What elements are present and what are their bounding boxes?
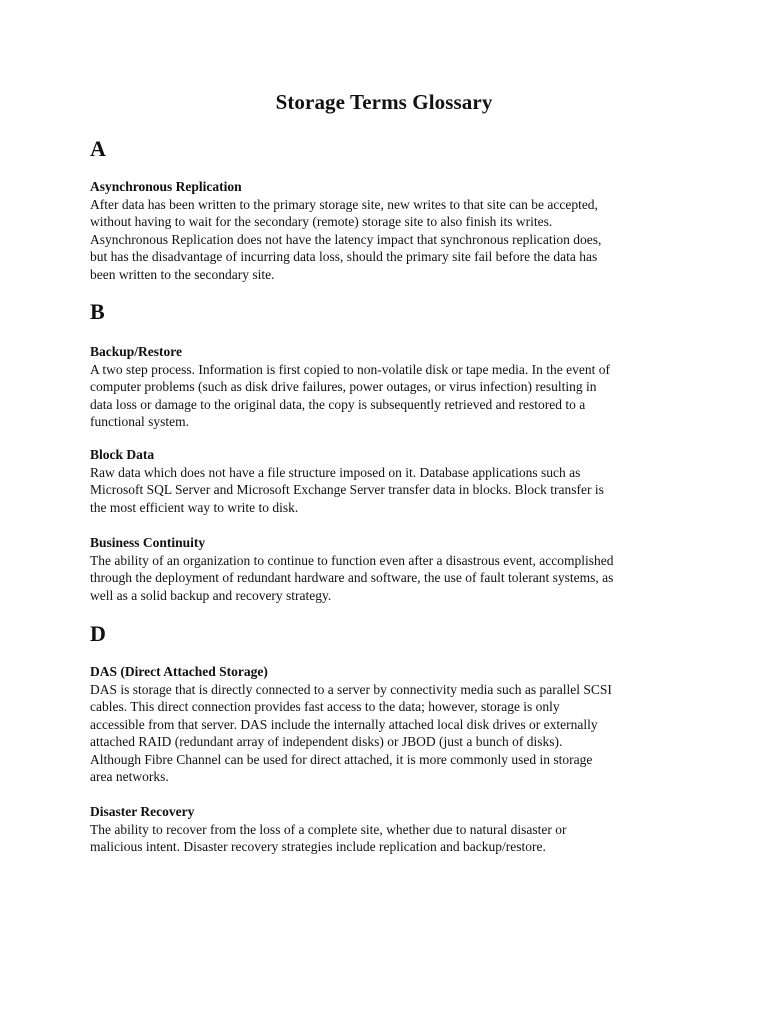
section-letter-d: D	[90, 621, 106, 646]
term-heading: DAS (Direct Attached Storage)	[90, 664, 268, 679]
glossary-entry-disaster-recovery	[90, 803, 685, 856]
section-letter-a: A	[90, 136, 106, 161]
glossary-entry-business-continuity	[90, 534, 685, 604]
definition-line: data loss or damage to the original data, the copy is subsequently retrieved and restored to a	[90, 396, 586, 412]
definition-line: A two step process. Information is first copied to non-volatile disk or tape media. In the event of	[90, 361, 611, 377]
term-definition	[90, 464, 685, 517]
definition-line: through the deployment of redundant hardware and software, the use of fault tolerant systems, as	[90, 570, 614, 585]
term-definition	[90, 681, 685, 786]
term-definition	[90, 196, 685, 284]
term-definition	[90, 361, 685, 431]
definition-line: cables. This direct connection provides fast access to the data; however, storage is only	[90, 699, 560, 714]
section-letter-b: B	[90, 299, 105, 324]
definition-line: computer problems (such as disk drive failures, power outages, or virus infection) resulting in	[90, 379, 597, 394]
definition-line: Asynchronous Replication does not have the latency impact that synchronous replication does,	[90, 231, 602, 247]
term-heading: Asynchronous Replication	[90, 179, 242, 194]
definition-line: The ability of an organization to continue to function even after a disastrous event, accomplished	[90, 552, 614, 568]
definition-line: Although Fibre Channel can be used for direct attached, it is more commonly used in storage	[90, 751, 593, 767]
glossary-entry-das	[90, 663, 685, 786]
definition-line: Microsoft SQL Server and Microsoft Exchange Server transfer data in blocks. Block transfer is	[90, 482, 604, 497]
definition-line: DAS is storage that is directly connected to a server by connectivity media such as parallel SCSI	[90, 681, 612, 697]
definition-line: accessible from that server. DAS include the internally attached local disk drives or externally	[90, 716, 598, 732]
term-definition	[90, 552, 685, 605]
definition-line: without having to wait for the secondary (remote) storage site to also finish its writes.	[90, 214, 553, 229]
term-heading: Backup/Restore	[90, 344, 183, 359]
term-heading: Block Data	[90, 447, 155, 462]
definition-line: been written to the secondary site.	[90, 266, 275, 282]
definition-line: well as a solid backup and recovery strategy.	[90, 587, 332, 603]
definition-line: Raw data which does not have a file structure imposed on it. Database applications such as	[90, 464, 581, 480]
term-definition	[90, 821, 685, 856]
glossary-entry-backup-restore	[90, 343, 685, 431]
definition-line: the most efficient way to write to disk.	[90, 499, 299, 515]
definition-line: area networks.	[90, 769, 169, 784]
definition-line: attached RAID (redundant array of independent disks) or JBOD (just a bunch of disks).	[90, 734, 563, 749]
term-heading: Disaster Recovery	[90, 804, 195, 819]
page-title: Storage Terms Glossary	[275, 90, 493, 114]
glossary-entry-asynchronous-replication	[90, 178, 685, 283]
definition-line: After data has been written to the primary storage site, new writes to that site can be accepted,	[90, 196, 598, 212]
definition-line: functional system.	[90, 414, 189, 429]
definition-line: but has the disadvantage of incurring data loss, should the primary site fail before the data has	[90, 249, 598, 264]
definition-line: The ability to recover from the loss of a complete site, whether due to natural disaster or	[90, 821, 567, 837]
term-heading: Business Continuity	[90, 535, 206, 550]
definition-line: malicious intent. Disaster recovery strategies include replication and backup/restore.	[90, 839, 546, 854]
glossary-entry-block-data	[90, 446, 685, 516]
